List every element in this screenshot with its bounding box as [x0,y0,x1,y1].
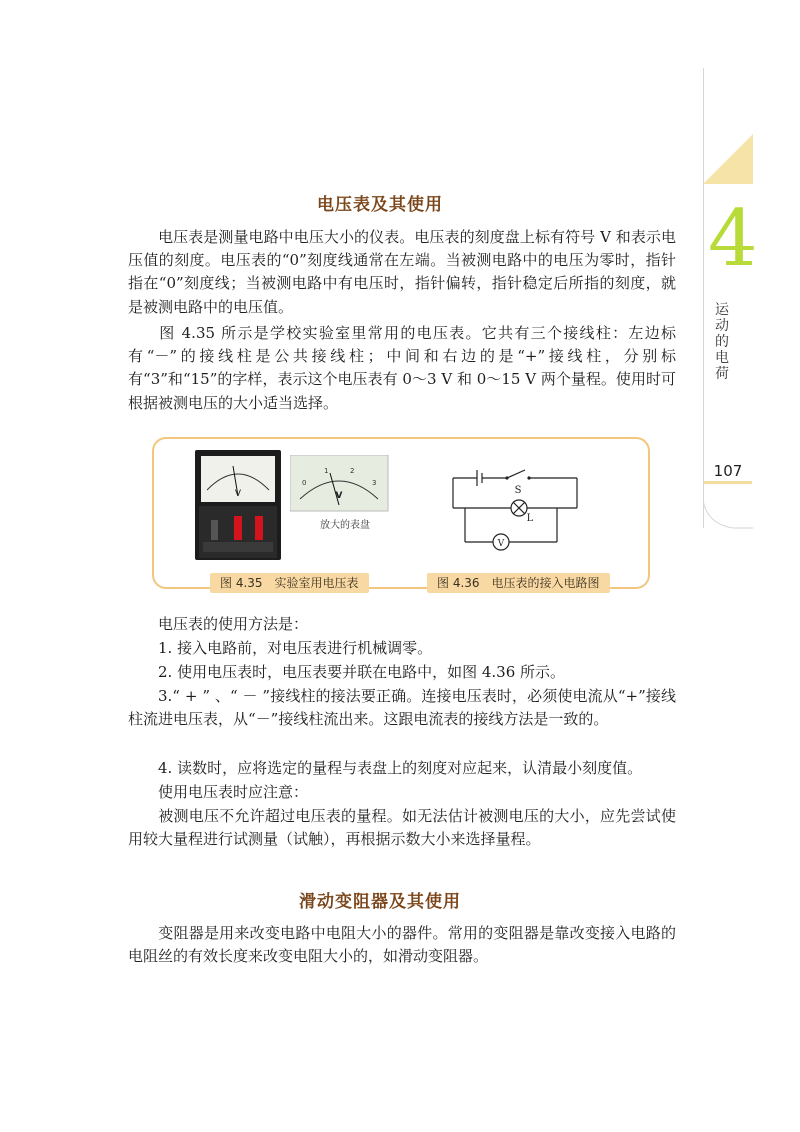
usage-item-3: 3.“ + ” 、“ － ”接线柱的接法要正确。连接电压表时，必须使电流从“+”接线柱流进电压表，从“－”接线柱流出来。这跟电流表的接线方法是一致的。 [128,687,676,729]
section-heading-rheostat: 滑动变阻器及其使用 [299,892,461,912]
paragraph-voltmeter-intro: 电压表是测量电路中电压大小的仪表。电压表的刻度盘上标有符号 V 和表示电压值的刻度。电压表的“0”刻度线通常在左端。当被测电路中的电压为零时，指针指在“0”刻度线；当被测电路中有电压时，指针偏转，指针稳定后所指的刻度，就是被测电路中的电压值。 [128,228,676,316]
page-number-bar [704,481,752,484]
svg-text:1: 1 [324,467,329,475]
tab-corner-curve [703,500,753,530]
usage-item-4: 4. 读数时，应将选定的量程与表盘上的刻度对应起来，认清最小刻度值。 [158,759,643,777]
usage-note-intro: 使用电压表时应注意： [158,783,309,801]
section-heading-voltmeter: 电压表及其使用 [317,195,443,215]
switch-label: S [514,485,522,496]
usage-item-1: 1. 接入电路前，对电压表进行机械调零。 [158,639,433,657]
usage-note: 被测电压不允许超过电压表的量程。如无法估计被测电压的大小，应先尝试使用较大量程进行试测量（试触），再根据示数大小来选择量程。 [128,807,676,849]
paragraph-rheostat-intro: 变阻器是用来改变电路中电阻大小的器件。常用的变阻器是靠改变接入电路的电阻丝的有效长度来改变电阻大小的，如滑动变阻器。 [128,924,676,966]
meter-letter: V [234,489,242,499]
voltmeter-photo [195,450,283,562]
voltmeter-symbol: V [497,539,505,549]
enlarged-dial [290,455,390,513]
page-number: 107 [713,462,743,480]
chapter-number: 4 [708,194,758,284]
chapter-title: 运 动 的 电 荷 [715,302,729,382]
svg-text:0: 0 [302,479,307,487]
usage-item-2: 2. 使用电压表时，电压表要并联在电路中，如图 4.36 所示。 [158,663,566,681]
dial-letter: V [335,491,343,501]
svg-text:3: 3 [372,479,377,487]
svg-text:2: 2 [350,467,355,475]
dial-label: 放大的表盘 [320,520,370,531]
caption-fig-4-35: 图 4.35 实验室用电压表 [210,573,369,593]
paragraph-voltmeter-terminals: 图 4.35 所示是学校实验室里常用的电压表。它共有三个接线柱：左边标有“－”的接线柱是公共接线柱；中间和右边的是“+”接线柱，分别标有“3”和“15”的字样，表示这个电压表有 0～3 V 和 0～15 V 两个量程。使用时可根据被测电压的大小适当选择。 [128,324,676,412]
chapter-corner-triangle [703,134,753,186]
caption-fig-4-36: 图 4.36 电压表的接入电路图 [427,573,610,593]
circuit-diagram [445,460,585,555]
lamp-label: L [526,513,534,524]
usage-intro: 电压表的使用方法是： [158,615,309,633]
